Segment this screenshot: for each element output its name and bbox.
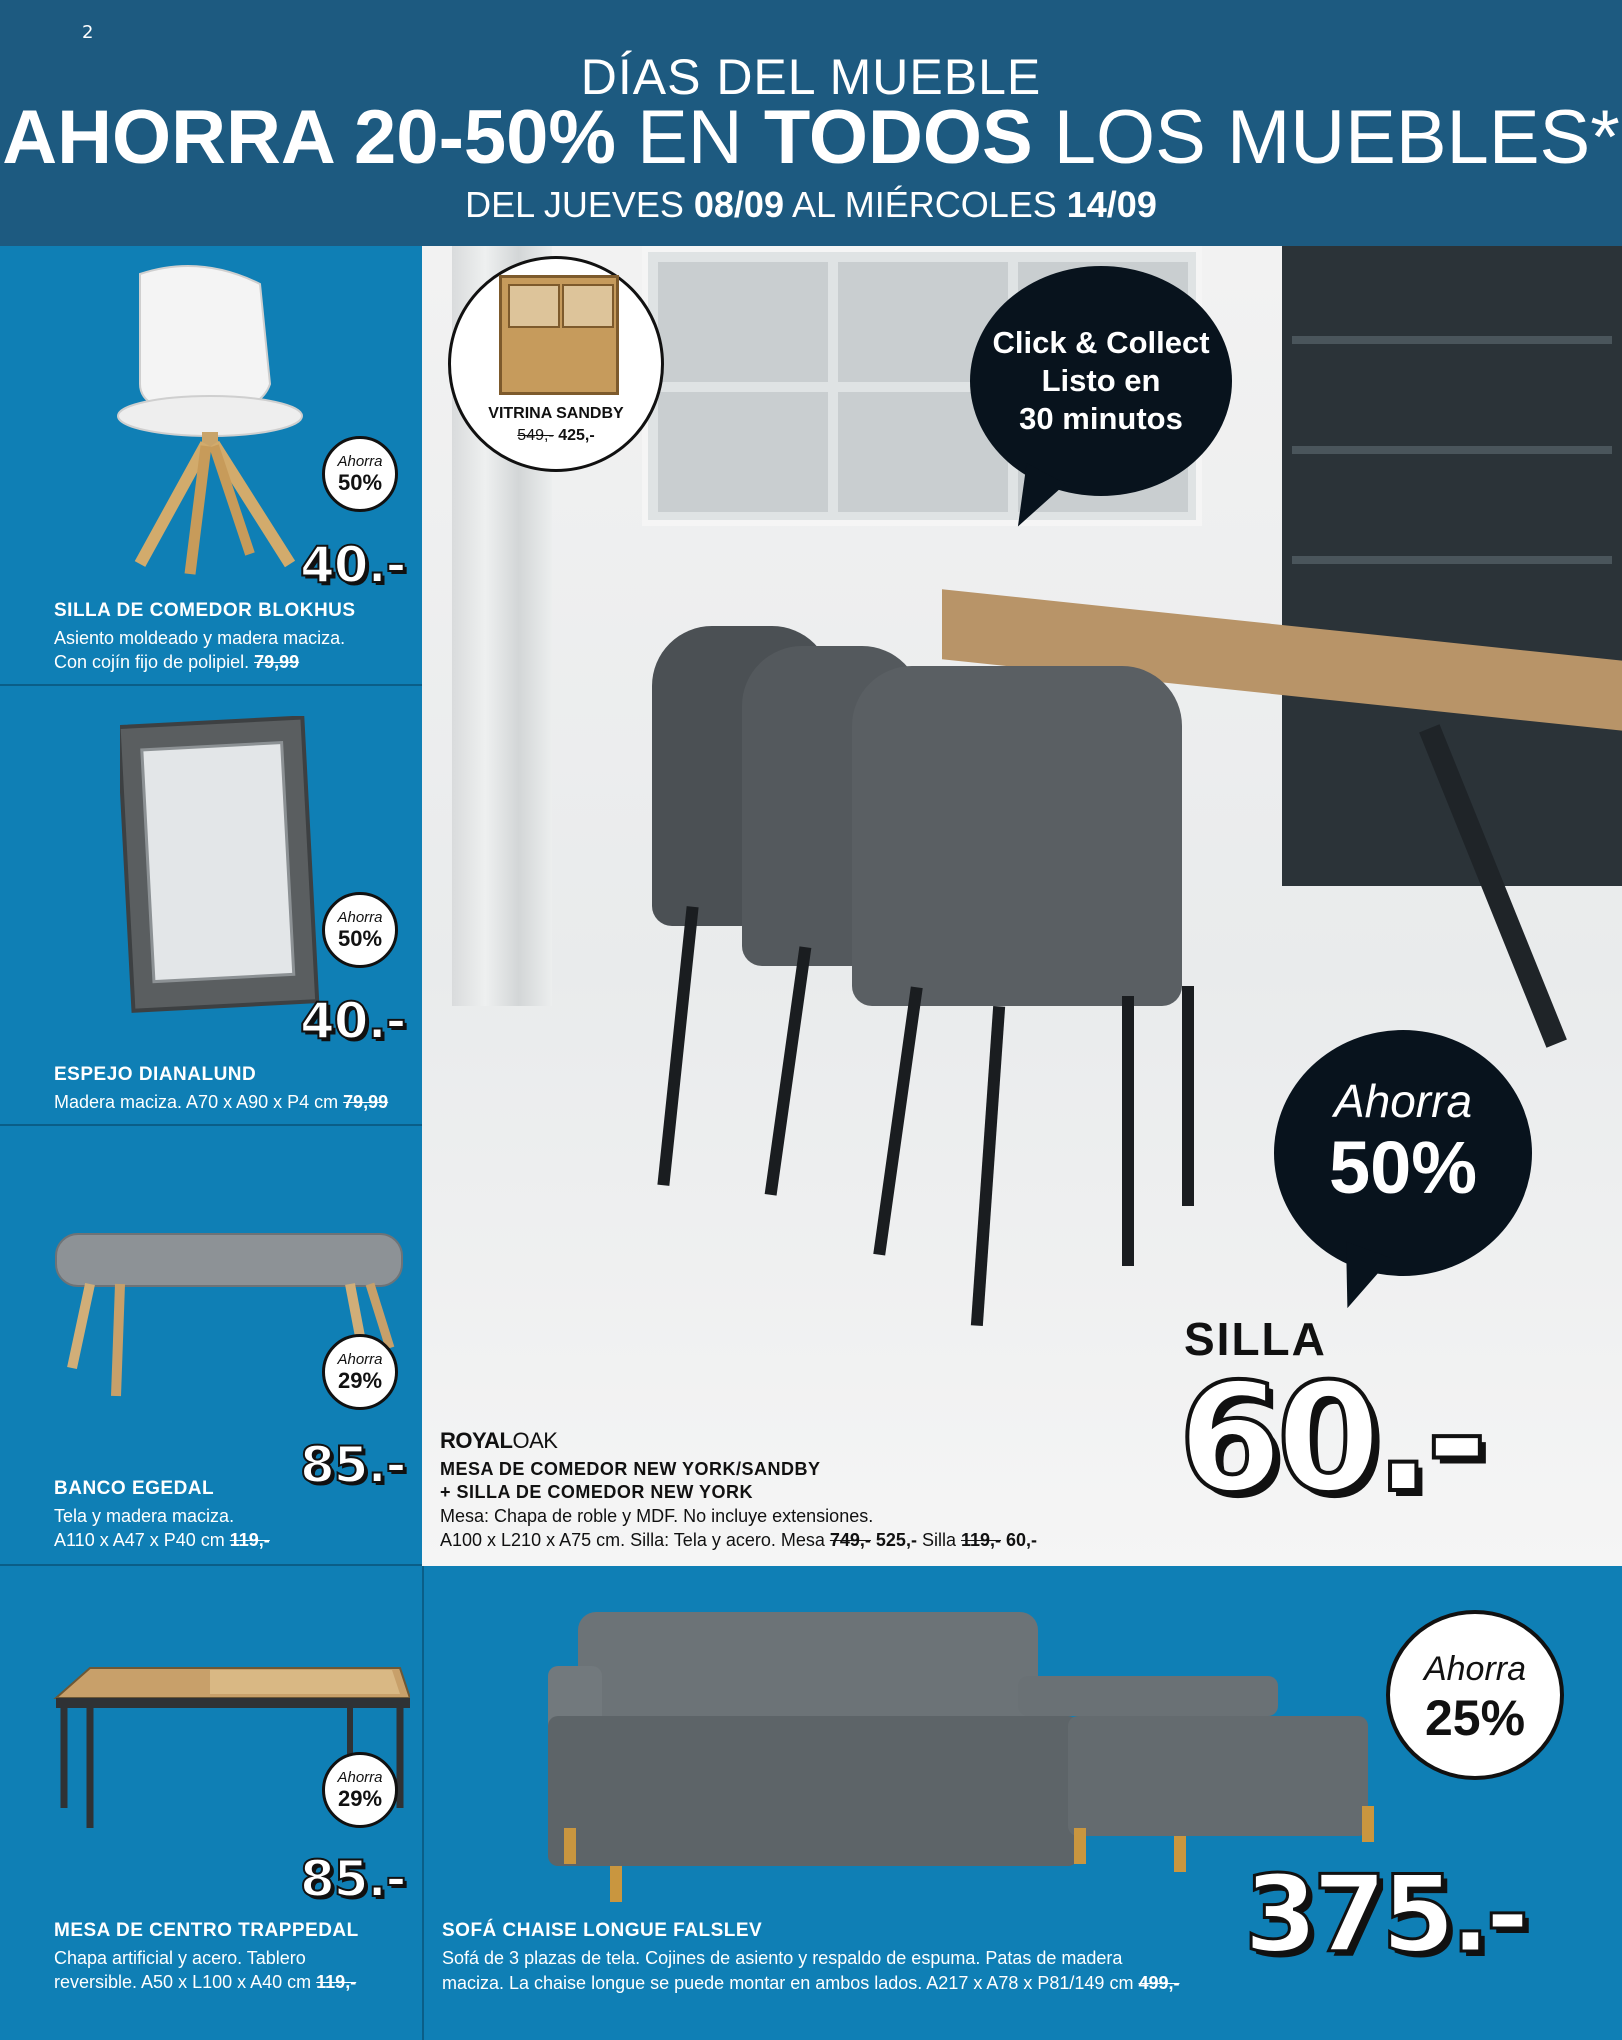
save-badge: Ahorra 29%: [322, 1334, 398, 1410]
featured-price: 60.-: [1178, 1352, 1482, 1526]
sofa-image: [578, 1612, 1038, 1730]
product-card-blokhus[interactable]: [0, 246, 422, 686]
featured-product-label: SILLA: [1184, 1313, 1327, 1365]
old-price: 79,99: [343, 1092, 389, 1112]
product-title: SOFÁ CHAISE LONGUE FALSLEV: [442, 1920, 763, 1941]
price-tag: 85.-: [300, 1436, 406, 1494]
featured-dining-photo[interactable]: [422, 246, 1622, 1566]
save-badge-large: Ahorra 50%: [1274, 1030, 1532, 1276]
vitrina-price: 549,- 425,-: [517, 427, 595, 444]
save-badge: Ahorra 29%: [322, 1752, 398, 1828]
product-title: SILLA DE COMEDOR BLOKHUS: [54, 600, 356, 621]
promo-title: DÍAS DEL MUEBLE: [580, 49, 1042, 105]
promo-headline: AHORRA 20-50% EN TODOS LOS MUEBLES*: [2, 95, 1620, 180]
click-collect-badge: Click & Collect Listo en 30 minutos: [970, 266, 1232, 496]
price-tag: 85.-: [300, 1850, 406, 1908]
vitrina-sandby-badge[interactable]: [448, 256, 664, 472]
price-tag: 40.-: [300, 992, 406, 1050]
royal-oak-logo: ROYALOAK: [440, 1428, 558, 1453]
mirror-image: [120, 716, 320, 1016]
product-card-trappedal[interactable]: [0, 1566, 422, 2040]
product-description: Tela y madera maciza. A110 x A47 x P40 cm 119,-: [54, 1506, 270, 1550]
product-title: MESA DE CENTRO TRAPPEDAL: [54, 1920, 359, 1941]
product-title: BANCO EGEDAL: [54, 1478, 215, 1499]
old-price: 119,-: [229, 1530, 270, 1550]
product-description: Madera maciza. A70 x A90 x P4 cm 79,99: [54, 1092, 389, 1112]
save-badge: Ahorra 50%: [322, 892, 398, 968]
product-description: Sofá de 3 plazas de tela. Cojines de asiento y respaldo de espuma. Patas de madera maciza. La chaise longue se puede montar en ambos lados. A217 x A78 x P81/149 cm 499,-: [442, 1948, 1180, 1993]
product-card-dianalund[interactable]: [0, 686, 422, 1126]
save-badge: Ahorra 25%: [1386, 1610, 1564, 1780]
product-description: Chapa artificial y acero. Tablero reversible. A50 x L100 x A40 cm 119,-: [54, 1948, 357, 1992]
vitrina-image: [499, 275, 619, 395]
vitrina-title: VITRINA SANDBY: [488, 405, 624, 422]
page-number: 2: [82, 22, 94, 43]
old-price: 749,-: [829, 1530, 871, 1550]
product-title: ESPEJO DIANALUND: [54, 1064, 257, 1085]
product-card-egedal[interactable]: [0, 1126, 422, 1566]
old-price: 79,99: [254, 652, 300, 672]
promo-header: [0, 0, 1622, 246]
price-tag: 40.-: [300, 536, 406, 594]
old-price: 119,-: [960, 1530, 1001, 1550]
promo-dates: DEL JUEVES 08/09 AL MIÉRCOLES 14/09: [465, 184, 1157, 225]
product-card-falslev[interactable]: [422, 1566, 1622, 2040]
dining-chair-image: [852, 666, 1182, 1006]
old-price: 119,-: [316, 1972, 357, 1992]
old-price: 499,-: [1138, 1973, 1180, 1993]
product-description: Asiento moldeado y madera maciza. Con cojín fijo de polipiel. 79,99: [54, 628, 346, 672]
featured-description: Mesa: Chapa de roble y MDF. No incluye extensiones. A100 x L210 x A75 cm. Silla: Tela y acero. Mesa 749,- 525,- Silla 119,- 60,-: [440, 1506, 1038, 1550]
featured-title: MESA DE COMEDOR NEW YORK/SANDBY + SILLA DE COMEDOR NEW YORK: [440, 1459, 821, 1502]
price-tag: 375.-: [1244, 1853, 1525, 1976]
white-chair-image: [110, 264, 320, 584]
save-badge: Ahorra 50%: [322, 436, 398, 512]
